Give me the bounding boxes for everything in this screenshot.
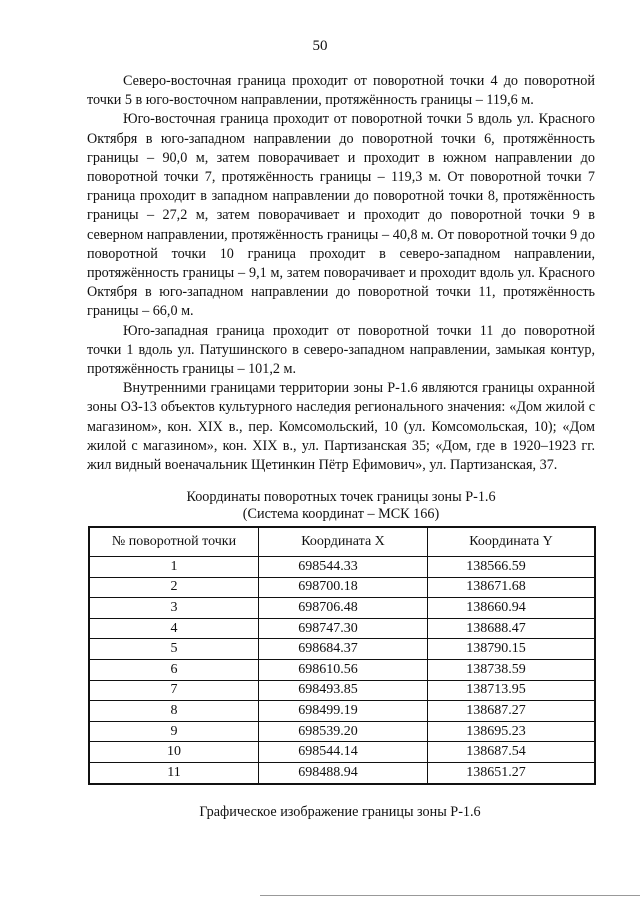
table-caption-title: Координаты поворотных точек границы зоны Р-1.6 [186, 489, 496, 505]
cell-point-number: 6 [89, 659, 259, 680]
cell-coordinate-x: 698488.94 [259, 762, 428, 783]
page-number: 50 [312, 38, 328, 54]
table-row [89, 721, 595, 742]
cell-point-number: 11 [89, 762, 259, 783]
table-row [89, 762, 595, 783]
table-row [89, 742, 595, 763]
header-point-number: № поворотной точки [89, 527, 259, 557]
table-header-row [89, 527, 595, 557]
body-text [87, 72, 595, 475]
table-row [89, 680, 595, 701]
cell-coordinate-x: 698544.33 [259, 557, 428, 578]
bottom-divider [260, 895, 640, 896]
cell-point-number: 4 [89, 618, 259, 639]
cell-coordinate-y: 138671.68 [428, 577, 596, 598]
cell-coordinate-x: 698700.18 [259, 577, 428, 598]
cell-point-number: 8 [89, 701, 259, 722]
table-caption-coordinate-system: (Система координат – МСК 166) [242, 506, 440, 522]
cell-coordinate-x: 698684.37 [259, 639, 428, 660]
cell-coordinate-y: 138790.15 [428, 639, 596, 660]
cell-coordinate-y: 138687.27 [428, 701, 596, 722]
table-caption [87, 489, 595, 523]
cell-coordinate-y: 138566.59 [428, 557, 596, 578]
paragraph-southwest-boundary: Юго-западная граница проходит от поворотной точки 11 до поворотной точки 1 вдоль ул. Патушинского в северо-западном направлении, замыкая контур, протяжённость границы – 101,2 м. [87, 322, 595, 378]
cell-coordinate-x: 698499.19 [259, 701, 428, 722]
table-row [89, 598, 595, 619]
figure-caption: Графическое изображение границы зоны Р-1.6 [199, 804, 481, 820]
cell-coordinate-y: 138651.27 [428, 762, 596, 783]
cell-coordinate-y: 138738.59 [428, 659, 596, 680]
table-row [89, 659, 595, 680]
table-row [89, 577, 595, 598]
cell-coordinate-y: 138695.23 [428, 721, 596, 742]
cell-coordinate-y: 138687.54 [428, 742, 596, 763]
paragraph-southeast-boundary: Юго-восточная граница проходит от поворотной точки 5 вдоль ул. Красного Октября в юго-западном направлении до поворотной точки 6, протяжённость границы – 90,0 м, затем поворачивает и проходит в южном направлении до поворотной точки 7, протяжённость границы – 119,3 м. От поворотной точки 7 граница проходит в западном направлении до поворотной точки 8, протяжённость границы – 27,2 м, затем поворачивает и проходит до поворотной точки 9 в северном направлении, протяжённость границы – 40,8 м. От поворотной точки 9 до поворотной точки 10 граница проходит в северо-западном направлении, протяжённость границы – 9,1 м, затем поворачивает и проходит вдоль ул. Красного Октября в юго-западном направлении до поворотной точки 11, протяжённость границы – 66,0 м. [87, 111, 595, 320]
table-row [89, 618, 595, 639]
cell-coordinate-x: 698544.14 [259, 742, 428, 763]
cell-coordinate-x: 698493.85 [259, 680, 428, 701]
cell-point-number: 3 [89, 598, 259, 619]
cell-point-number: 9 [89, 721, 259, 742]
cell-coordinate-x: 698610.56 [259, 659, 428, 680]
header-coordinate-y: Координата Y [428, 527, 596, 557]
cell-point-number: 7 [89, 680, 259, 701]
paragraph-northeast-boundary: Северо-восточная граница проходит от поворотной точки 4 до поворотной точки 5 в юго-восточном направлении, протяжённость границы – 119,6 м. [87, 73, 595, 109]
cell-coordinate-x: 698706.48 [259, 598, 428, 619]
cell-point-number: 2 [89, 577, 259, 598]
table-row [89, 639, 595, 660]
cell-point-number: 1 [89, 557, 259, 578]
cell-point-number: 5 [89, 639, 259, 660]
header-coordinate-x: Координата X [259, 527, 428, 557]
table-row [89, 557, 595, 578]
coordinates-table [88, 526, 596, 785]
paragraph-internal-boundaries: Внутренними границами территории зоны Р-1.6 являются границы охранной зоны ОЗ-13 объектов культурного наследия регионального значения: «Дом жилой с магазином», кон. XIX в., пер. Комсомольский, 10 (ул. Комсомольская, 10); «Дом жилой с магазином», кон. XIX в., ул. Партизанская 35; «Дом, где в 1920–1923 гг. жил видный военачальник Щетинкин Пётр Ефимович», ул. Партизанская, 37. [87, 380, 595, 474]
cell-coordinate-x: 698539.20 [259, 721, 428, 742]
cell-coordinate-y: 138660.94 [428, 598, 596, 619]
table-row [89, 701, 595, 722]
cell-coordinate-y: 138688.47 [428, 618, 596, 639]
cell-point-number: 10 [89, 742, 259, 763]
cell-coordinate-x: 698747.30 [259, 618, 428, 639]
cell-coordinate-y: 138713.95 [428, 680, 596, 701]
